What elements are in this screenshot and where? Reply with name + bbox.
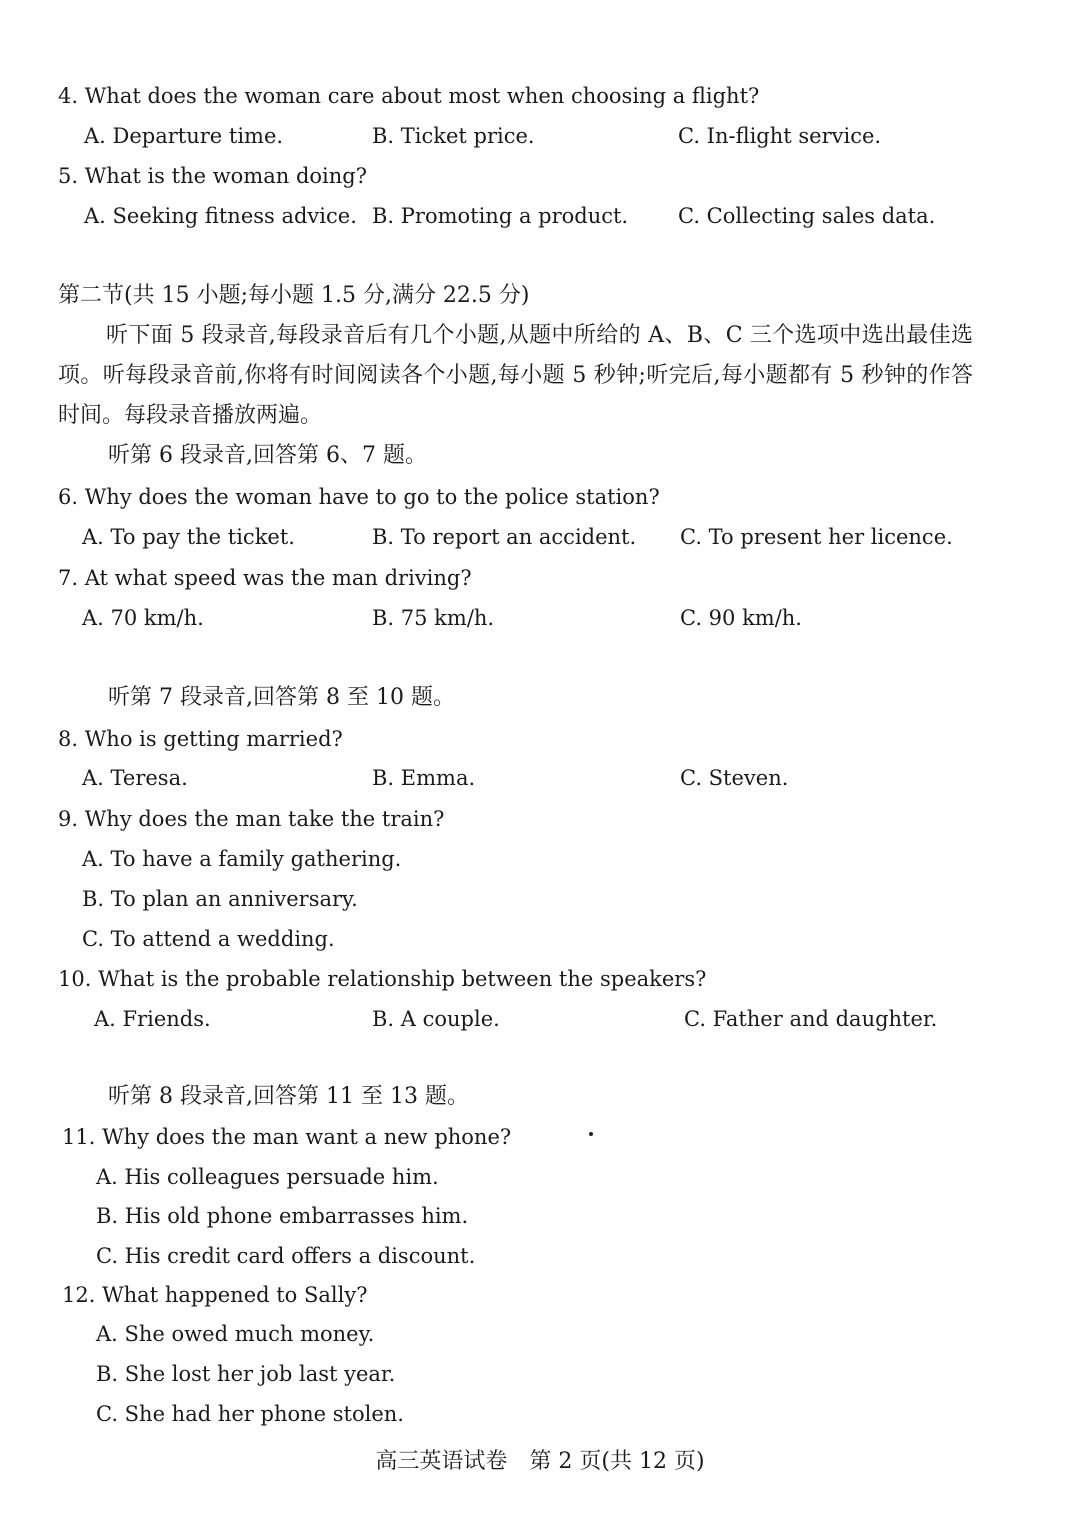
question-12-option-b: B. She lost her job last year. xyxy=(96,1362,396,1386)
page-footer: 高三英语试卷 第 2 页(共 12 页) xyxy=(375,1449,705,1474)
segment-6-instruction: 听第 6 段录音,回答第 6、7 题。 xyxy=(108,443,427,468)
question-5-option-c: C. Collecting sales data. xyxy=(678,204,936,228)
question-5-option-a: A. Seeking fitness advice. xyxy=(84,204,357,228)
question-8-option-a: A. Teresa. xyxy=(82,766,188,790)
question-9-stem: 9. Why does the man take the train? xyxy=(58,807,445,831)
question-10-option-a: A. Friends. xyxy=(94,1007,211,1031)
question-7-option-c: C. 90 km/h. xyxy=(680,606,802,630)
question-6-option-b: B. To report an accident. xyxy=(372,525,637,549)
question-11-stem: 11. Why does the man want a new phone? xyxy=(62,1125,512,1149)
section-2-instructions: 听下面 5 段录音,每段录音后有几个小题,从题中所给的 A、B、C 三个选项中选出最佳选项。听每段录音前,你将有时间阅读各个小题,每小题 5 秒钟;听完后,每小题都有 5 秒钟的作答时间。每段录音播放两遍。 xyxy=(58,323,973,428)
segment-8-instruction: 听第 8 段录音,回答第 11 至 13 题。 xyxy=(108,1084,469,1109)
question-4-option-a: A. Departure time. xyxy=(84,124,284,148)
question-10-option-b: B. A couple. xyxy=(372,1007,500,1031)
question-5-option-b: B. Promoting a product. xyxy=(372,204,629,228)
question-4-option-c: C. In-flight service. xyxy=(678,124,882,148)
question-9-option-a: A. To have a family gathering. xyxy=(82,847,402,871)
question-6-option-c: C. To present her licence. xyxy=(680,525,953,549)
question-12-stem: 12. What happened to Sally? xyxy=(62,1283,368,1307)
section-2-heading: 第二节(共 15 小题;每小题 1.5 分,满分 22.5 分) xyxy=(58,283,530,308)
question-4-stem: 4. What does the woman care about most when choosing a flight? xyxy=(58,84,760,108)
question-9-option-b: B. To plan an anniversary. xyxy=(82,887,358,911)
question-9-option-c: C. To attend a wedding. xyxy=(82,927,335,951)
question-8-stem: 8. Who is getting married? xyxy=(58,727,343,751)
question-10-option-c: C. Father and daughter. xyxy=(684,1007,938,1031)
question-8-option-b: B. Emma. xyxy=(372,766,476,790)
question-12-option-a: A. She owed much money. xyxy=(96,1322,375,1346)
question-7-option-a: A. 70 km/h. xyxy=(82,606,204,630)
question-11-option-c: C. His credit card offers a discount. xyxy=(96,1244,476,1268)
question-4-option-b: B. Ticket price. xyxy=(372,124,535,148)
question-7-option-b: B. 75 km/h. xyxy=(372,606,495,630)
question-5-stem: 5. What is the woman doing? xyxy=(58,164,367,188)
question-7-stem: 7. At what speed was the man driving? xyxy=(58,566,472,590)
question-11-option-b: B. His old phone embarrasses him. xyxy=(96,1204,469,1228)
question-6-stem: 6. Why does the woman have to go to the police station? xyxy=(58,485,660,509)
segment-7-instruction: 听第 7 段录音,回答第 8 至 10 题。 xyxy=(108,685,455,710)
question-11-option-a: A. His colleagues persuade him. xyxy=(96,1165,439,1189)
question-12-option-c: C. She had her phone stolen. xyxy=(96,1402,404,1426)
question-10-stem: 10. What is the probable relationship between the speakers? xyxy=(58,967,707,991)
question-8-option-c: C. Steven. xyxy=(680,766,789,790)
question-6-option-a: A. To pay the ticket. xyxy=(82,525,295,549)
stray-dot-mark xyxy=(589,1132,593,1136)
